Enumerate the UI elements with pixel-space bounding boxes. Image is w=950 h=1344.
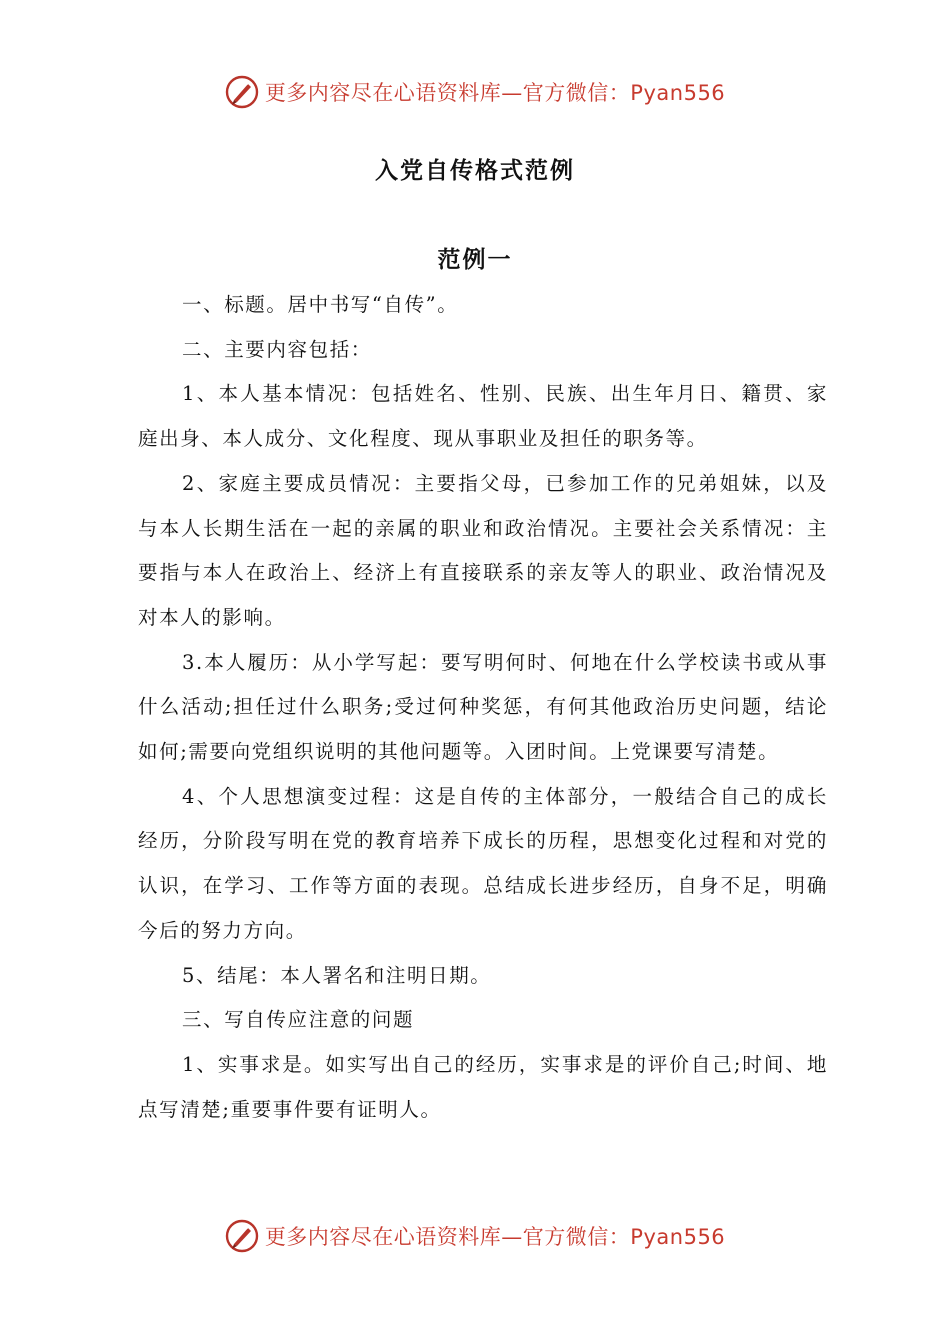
paragraph: 1、本人基本情况：包括姓名、性别、民族、出生年月日、籍贯、家庭出身、本人成分、文化程度、现从事职业及担任的职务等。: [138, 382, 828, 451]
quill-logo-icon: [225, 75, 259, 109]
banner-text: 更多内容尽在心语资料库—官方微信：Pyan556: [264, 81, 726, 105]
paragraph: 三、写自传应注意的问题: [182, 1008, 415, 1032]
header-banner: [0, 72, 950, 112]
paragraph: 2、家庭主要成员情况：主要指父母，已参加工作的兄弟姐妹，以及与本人长期生活在一起的亲属的职业和政治情况。主要社会关系情况：主要指与本人在政治上、经济上有直接联系的亲友等人的职业、政治情况及对本人的影响。: [138, 471, 828, 629]
document-title: 入党自传格式范例: [375, 158, 575, 184]
paragraph: 一、标题。居中书写“自传”。: [182, 293, 459, 316]
paragraph: 1、实事求是。如实写出自己的经历，实事求是的评价自己;时间、地点写清楚;重要事件要有证明人。: [138, 1052, 828, 1121]
section-title: 范例一: [437, 247, 513, 273]
banner-text: 更多内容尽在心语资料库—官方微信：Pyan556: [264, 1225, 726, 1249]
paragraph: 二、主要内容包括：: [182, 337, 372, 361]
quill-logo-icon: [225, 1219, 259, 1253]
footer-banner: [0, 1216, 950, 1256]
paragraph: 3.本人履历：从小学写起：要写明何时、何地在什么学校读书或从事什么活动;担任过什么职务;受过何种奖惩，有何其他政治历史问题，结论如何;需要向党组织说明的其他问题等。入团时间。上党课要写清楚。: [138, 650, 828, 764]
document-body: [138, 283, 828, 1132]
paragraph: 5、结尾：本人署名和注明日期。: [182, 963, 492, 987]
paragraph: 4、个人思想演变过程：这是自传的主体部分，一般结合自己的成长经历，分阶段写明在党的教育培养下成长的历程，思想变化过程和对党的认识，在学习、工作等方面的表现。总结成长进步经历，自身不足，明确今后的努力方向。: [138, 784, 828, 942]
